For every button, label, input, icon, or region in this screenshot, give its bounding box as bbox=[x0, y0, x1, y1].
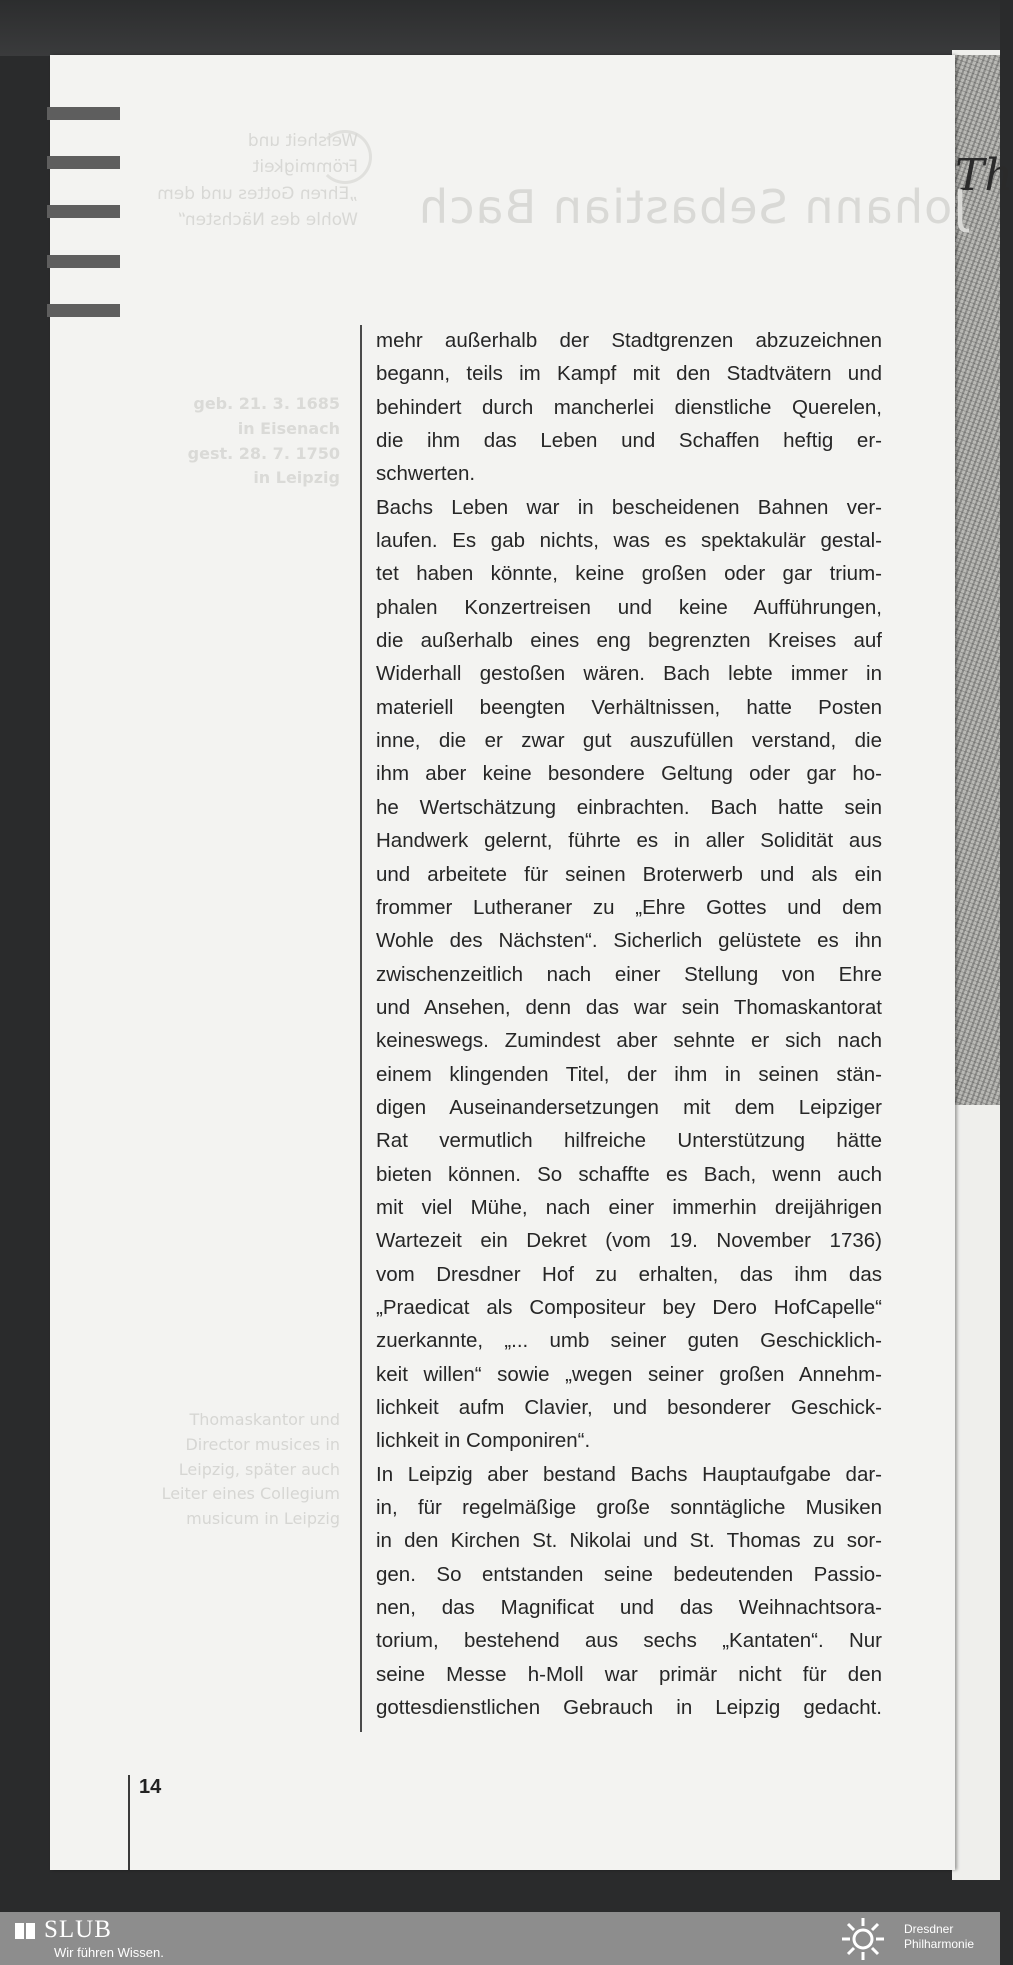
text-line: Bachs Leben war in bescheidenen Bahnen ver- bbox=[376, 495, 882, 519]
bleed-through-side-note bbox=[118, 128, 358, 233]
text-line: vom Dresdner Hof zu erhalten, das ihm das bbox=[376, 1262, 882, 1286]
article-body bbox=[376, 324, 882, 1724]
text-line: materiell beengten Verhältnissen, hatte Posten bbox=[376, 695, 882, 719]
text-line: zwischenzeitlich nach einer Stellung von Ehre bbox=[376, 962, 882, 986]
text-line: laufen. Es gab nichts, was es spektakulär gestal- bbox=[376, 529, 882, 553]
margin-bar bbox=[47, 107, 120, 120]
page-number: 14 bbox=[139, 1776, 162, 1798]
text-line: in den Kirchen St. Nikolai und St. Thomas zu sor- bbox=[376, 1529, 882, 1553]
text-line: Wohle des Nächsten“. Sicherlich gelüstete es ihn bbox=[376, 929, 882, 953]
side-note-line: Frömmigkeit bbox=[252, 157, 358, 178]
text-line: schwerten. bbox=[376, 462, 476, 486]
margin-bar bbox=[47, 304, 120, 317]
text-line: bieten können. So schaffte es Bach, wenn auch bbox=[376, 1162, 882, 1186]
partner-name-line: Dresdner bbox=[904, 1922, 954, 1936]
text-line: Rat vermutlich hilfreiche Unterstützung hätte bbox=[376, 1129, 882, 1153]
text-line: zuerkannte, „... umb seiner guten Geschicklich- bbox=[376, 1329, 882, 1353]
text-line: Handwerk gelernt, führte es in aller Solidität aus bbox=[376, 829, 882, 853]
side-note-line: Weisheit und bbox=[247, 131, 358, 151]
column-divider bbox=[360, 325, 362, 1732]
library-tagline: Wir führen Wissen. bbox=[54, 1945, 164, 1960]
partner-name-line: Philharmonie bbox=[904, 1937, 975, 1951]
margin-bar bbox=[47, 255, 120, 268]
text-line: mehr außerhalb der Stadtgrenzen abzuzeichnen bbox=[376, 329, 882, 352]
library-logo-text[interactable]: SLUB bbox=[44, 1916, 112, 1943]
text-line: in, für regelmäßige große sonntägliche Musiken bbox=[376, 1496, 882, 1520]
caption-line: musicum in Leipzig bbox=[186, 1509, 340, 1529]
text-line: und arbeitete für seinen Broterwerb und als ein bbox=[376, 862, 882, 886]
text-line: Widerhall gestoßen wären. Bach lebte immer in bbox=[376, 662, 882, 686]
text-line: begann, teils im Kampf mit den Stadtvätern und bbox=[376, 362, 882, 386]
caption-line: Thomaskantor und bbox=[189, 1410, 340, 1429]
text-line: frommer Lutheraner zu „Ehre Gottes und dem bbox=[376, 895, 882, 919]
text-line: einem klingenden Titel, der ihm in seinen stän- bbox=[376, 1062, 882, 1086]
text-line: seine Messe h-Moll war primär nicht für den bbox=[376, 1662, 882, 1686]
date-line: in Leipzig bbox=[253, 468, 340, 488]
bleed-through-dates bbox=[180, 392, 340, 491]
text-line: behindert durch mancherlei dienstliche Querelen, bbox=[376, 395, 882, 419]
caption-line: Director musices in bbox=[185, 1434, 340, 1454]
engraving-lettering: Th bbox=[955, 150, 1013, 201]
text-line: lichkeit aufm Clavier, und besonderer Geschick- bbox=[376, 1396, 882, 1419]
side-note-line: „Ehren Gottes und dem bbox=[157, 183, 358, 204]
text-line: keit willen“ sowie „wegen seiner großen Annehm- bbox=[376, 1362, 882, 1386]
viewer-footer bbox=[0, 1912, 1000, 1965]
text-line: die ihm das Leben und Schaffen heftig er- bbox=[376, 429, 882, 453]
caption-line: Leipzig, später auch bbox=[178, 1459, 340, 1479]
date-line: in Eisenach bbox=[237, 418, 340, 438]
text-line: In Leipzig aber bestand Bachs Hauptaufgabe dar- bbox=[376, 1462, 882, 1486]
margin-bar bbox=[47, 205, 120, 218]
text-line: „Praedicat als Compositeur bey Dero HofCapelle“ bbox=[376, 1295, 882, 1319]
date-line: geb. 21. 3. 1685 bbox=[193, 394, 340, 413]
scan-border bbox=[0, 0, 1000, 56]
text-line: gottesdienstlichen Gebrauch in Leipzig gedacht. bbox=[376, 1696, 882, 1720]
margin-bar bbox=[47, 156, 120, 169]
text-line: ihm aber keine besondere Geltung oder gar ho- bbox=[376, 762, 882, 786]
text-line: phalen Konzertreisen und keine Aufführungen, bbox=[376, 595, 882, 619]
text-line: lichkeit in Componiren“. bbox=[376, 1429, 591, 1453]
text-line: inne, die er zwar gut auszufüllen verstand, die bbox=[376, 729, 882, 753]
sunburst-icon bbox=[840, 1916, 886, 1962]
text-line: tet haben könnte, keine großen oder gar trium- bbox=[376, 562, 882, 586]
partner-logo-text[interactable] bbox=[904, 1922, 974, 1952]
caption-line: Leiter eines Collegium bbox=[161, 1484, 340, 1504]
text-line: mit viel Mühe, nach einer immerhin dreijährigen bbox=[376, 1195, 882, 1219]
bleed-through-caption bbox=[140, 1408, 340, 1532]
text-line: und Ansehen, denn das war sein Thomaskantorat bbox=[376, 995, 882, 1019]
page-number-rule bbox=[128, 1775, 130, 1870]
text-line: Wartezeit ein Dekret (vom 19. November 1736) bbox=[376, 1229, 882, 1253]
book-icon bbox=[14, 1920, 36, 1942]
date-line: gest. 28. 7. 1750 bbox=[187, 443, 340, 463]
text-line: gen. So entstanden seine bedeutenden Passio- bbox=[376, 1562, 882, 1586]
text-line: nen, das Magnificat und das Weihnachtsora- bbox=[376, 1596, 882, 1620]
text-line: die außerhalb eines eng begrenzten Kreises auf bbox=[376, 629, 882, 653]
text-line: digen Auseinandersetzungen mit dem Leipziger bbox=[376, 1095, 882, 1119]
text-line: torium, bestehend aus sechs „Kantaten“. Nur bbox=[376, 1629, 882, 1653]
text-line: keineswegs. Zumindest aber sehnte er sich nach bbox=[376, 1029, 882, 1053]
text-line: he Wertschätzung einbrachten. Bach hatte sein bbox=[376, 795, 882, 819]
side-note-line: Wohle des Nächsten“ bbox=[177, 210, 358, 231]
bleed-through-title: Johann Sebastian Bach bbox=[418, 180, 967, 234]
